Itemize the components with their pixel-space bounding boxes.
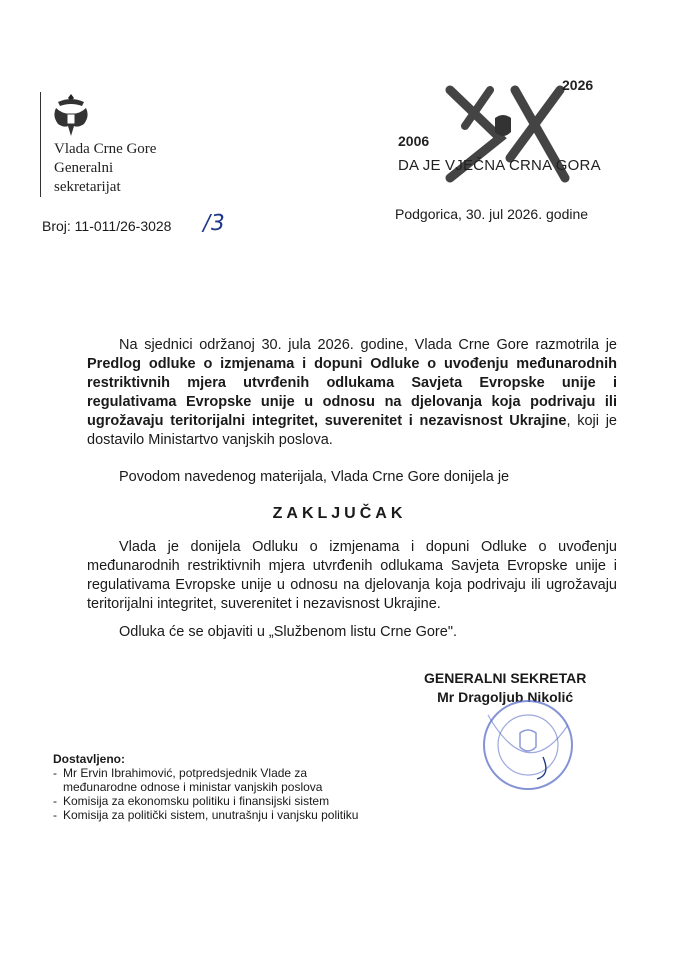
logo-motto: DA JE VJEČNA CRNA GORA	[398, 157, 601, 174]
logo-year-start: 2006	[398, 133, 430, 149]
reference-number: Broj: 11-011/26-3028	[42, 218, 172, 234]
distribution-item: - Komisija za ekonomsku politiku i finansijski sistem	[53, 794, 358, 808]
paragraph-decision: Vlada je donijela Odluku o izmjenama i dopuni Odluke o uvođenju međunarodnih restriktivnih mjera utvrđenih odlukama Savjeta Evropske unije i regulativama Evropske unije u odnosu na djelovanja koja podrivaju ili ugrožavaju teritorijalni integritet, suverenitet i nezavisnost Ukrajine.	[87, 539, 617, 612]
paragraph-publication: Odluka će se objaviti u „Službenom listu Crne Gore".	[119, 624, 457, 640]
intro-end: , koji je dostavilo Ministartvo vanjskih poslova.	[87, 413, 617, 448]
distribution-item: - Mr Ervin Ibrahimović, potpredsjednik Vlade za međunarodne odnose i ministar vanjskih poslova	[53, 766, 333, 794]
distribution-item: - Komisija za politički sistem, unutrašnju i vanjsku politiku	[53, 808, 358, 822]
official-stamp	[468, 695, 588, 795]
place-date: Podgorica, 30. jul 2026. godine	[395, 206, 589, 222]
org-line: Vlada Crne Gore	[54, 141, 157, 157]
paragraph-intro	[87, 336, 617, 450]
paragraph-adoption: Povodom navedenog materijala, Vlada Crne Gore donijela je	[119, 469, 510, 485]
header-divider	[40, 92, 41, 197]
proposal-title: Predlog odluke o izmjenama i dopuni Odluke o uvođenju međunarodnih restriktivnih mjera utvrđenih odlukama Savjeta Evropske unije i regulativama Evropske unije u odnosu na djelovanja koja podrivaju ili ugrožavaju teritorijalni integritet, suverenitet i nezavisnost Ukrajine	[87, 356, 617, 429]
organization-name	[54, 140, 156, 197]
logo-year-end: 2026	[562, 77, 594, 93]
org-line: Generalni	[54, 160, 114, 176]
distribution-title: Dostavljeno:	[53, 752, 126, 766]
distribution-list	[53, 752, 358, 822]
org-line: sekretarijat	[54, 179, 121, 195]
signer-title: GENERALNI SEKRETAR	[424, 670, 587, 686]
conclusion-heading: ZAKLJUČAK	[272, 505, 407, 522]
coat-of-arms-icon	[50, 92, 92, 142]
intro-text: Na sjednici održanoj 30. jula 2026. godine, Vlada Crne Gore razmotrila je	[119, 337, 617, 353]
signer-name: Mr Dragoljub Nikolić	[437, 689, 574, 705]
reference-handwritten: /3	[200, 211, 227, 236]
